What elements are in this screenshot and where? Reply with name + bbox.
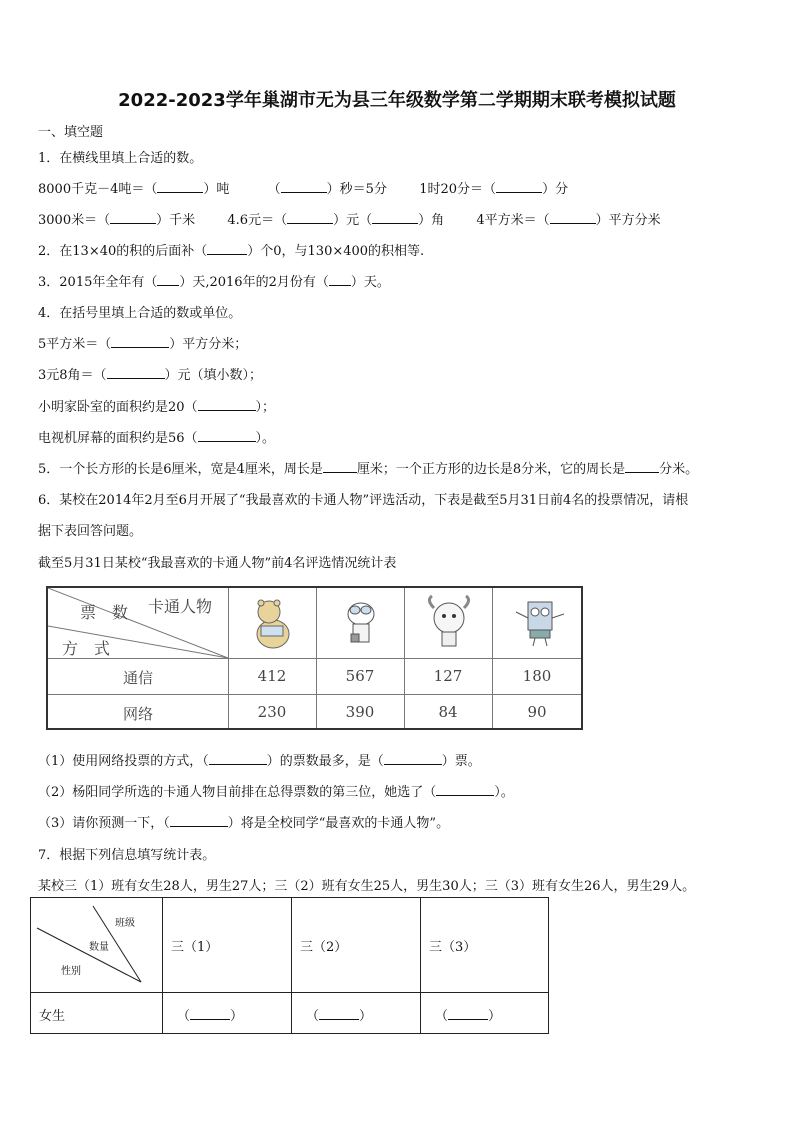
question-2: 2．在13×40的积的后面补（ ）个0，与130×400的积相等. xyxy=(38,244,425,259)
table-cell: 84 xyxy=(438,703,458,721)
table-caption: 截至5月31日某校“我最喜欢的卡通人物”前4名评选情况统计表 xyxy=(38,556,397,571)
answer-blank[interactable] xyxy=(329,273,351,286)
answer-blank[interactable] xyxy=(281,180,327,193)
question-1-row-2: 3000米＝（ ）千米 4.6元＝（ ）元（ ）角 4平方米＝（ ）平方分米 xyxy=(38,213,661,228)
sponge-character-icon xyxy=(510,594,570,650)
question-7-stem: 7．根据下列信息填写统计表。 xyxy=(38,848,216,863)
question-6-stem-2: 据下表回答问题。 xyxy=(38,524,143,539)
table-cell[interactable]: （ ） xyxy=(435,1009,502,1024)
header-class: 班级 xyxy=(115,918,135,929)
answer-blank[interactable] xyxy=(550,211,596,224)
answer-blank[interactable] xyxy=(198,429,256,442)
answer-blank[interactable] xyxy=(107,366,165,379)
page-title: 2022-2023学年巢湖市无为县三年级数学第二学期期末联考模拟试题 xyxy=(118,90,676,111)
question-1-stem: 1．在横线里填上合适的数。 xyxy=(38,151,203,166)
answer-blank[interactable] xyxy=(287,211,333,224)
answer-blank[interactable] xyxy=(436,783,494,796)
answer-blank[interactable] xyxy=(190,1007,230,1020)
row-label-girls: 女生 xyxy=(39,1009,66,1024)
question-6-sub-3: （3）请你预测一下，（ ）将是全校同学“最喜欢的卡通人物”。 xyxy=(38,816,450,831)
question-4-stem: 4．在括号里填上合适的数或单位。 xyxy=(38,306,242,321)
header-cartoon: 卡通人物 xyxy=(148,597,213,616)
answer-blank[interactable] xyxy=(323,460,357,473)
header-count: 数量 xyxy=(89,942,109,953)
answer-blank[interactable] xyxy=(198,398,256,411)
answer-blank[interactable] xyxy=(209,752,267,765)
question-6-sub-2: （2）杨阳同学所选的卡通人物目前排在总得票数的第三位，她选了（ ）。 xyxy=(38,785,514,800)
goat-character-icon xyxy=(420,594,478,652)
answer-blank[interactable] xyxy=(157,180,203,193)
question-1-row-1: 8000千克－4吨＝（ ）吨 （ ）秒＝5分 1时20分＝（ ）分 xyxy=(38,182,569,197)
table-cell: 567 xyxy=(345,667,375,685)
question-6-stem-1: 6．某校在2014年2月至6月开展了“我最喜欢的卡通人物”评选活动，下表是截至5月31日前4名的投票情况，请根 xyxy=(38,493,689,508)
header-method: 方 式 xyxy=(62,639,111,658)
column-header: 三（2） xyxy=(300,940,348,955)
table-cell: 230 xyxy=(257,703,287,721)
question-4-b: 3元8角＝（ ）元（填小数）； xyxy=(38,368,263,383)
header-gender: 性别 xyxy=(61,966,81,977)
answer-blank[interactable] xyxy=(496,180,542,193)
answer-blank[interactable] xyxy=(448,1007,488,1020)
question-4-d: 电视机屏幕的面积约是56（ ）。 xyxy=(38,431,276,446)
answer-blank[interactable] xyxy=(319,1007,359,1020)
answer-blank[interactable] xyxy=(157,273,179,286)
table-cell[interactable]: （ ） xyxy=(306,1009,373,1024)
table-cell: 90 xyxy=(527,703,547,721)
table-cell: 180 xyxy=(522,667,552,685)
question-7-info: 某校三（1）班有女生28人，男生27人；三（2）班有女生25人，男生30人；三（3）班有女生26人，男生29人。 xyxy=(38,879,696,894)
question-4-c: 小明家卧室的面积约是20（ ）； xyxy=(38,400,276,415)
question-5: 5．一个长方形的长是6厘米，宽是4厘米，周长是 厘米；一个正方形的边长是8分米，它的周长是 分米。 xyxy=(38,462,699,477)
column-header: 三（1） xyxy=(171,940,219,955)
vote-table xyxy=(46,586,583,730)
section-heading: 一、填空题 xyxy=(38,125,104,140)
header-votes: 票 数 xyxy=(80,603,129,622)
question-4-a: 5平方米＝（ ）平方分米； xyxy=(38,337,248,352)
table-cell: 412 xyxy=(257,667,287,685)
table-cell: 390 xyxy=(345,703,375,721)
question-6-sub-1: （1）使用网络投票的方式，（ ）的票数最多，是（ ）票。 xyxy=(38,754,481,769)
table-cell[interactable]: （ ） xyxy=(177,1009,244,1024)
answer-blank[interactable] xyxy=(384,752,442,765)
bear-character-icon xyxy=(243,594,303,654)
answer-blank[interactable] xyxy=(110,211,156,224)
answer-blank[interactable] xyxy=(372,211,418,224)
answer-blank[interactable] xyxy=(170,814,228,827)
column-header: 三（3） xyxy=(429,940,477,955)
gender-table xyxy=(30,897,549,1034)
answer-blank[interactable] xyxy=(207,242,247,255)
answer-blank[interactable] xyxy=(625,460,659,473)
answer-blank[interactable] xyxy=(111,335,169,348)
row-label-online: 网络 xyxy=(122,705,153,723)
row-label-mail: 通信 xyxy=(122,669,153,687)
table-cell: 127 xyxy=(433,667,463,685)
question-3: 3．2015年全年有（ ）天,2016年的2月份有（ ）天。 xyxy=(38,275,390,290)
dog-character-icon xyxy=(333,594,389,652)
